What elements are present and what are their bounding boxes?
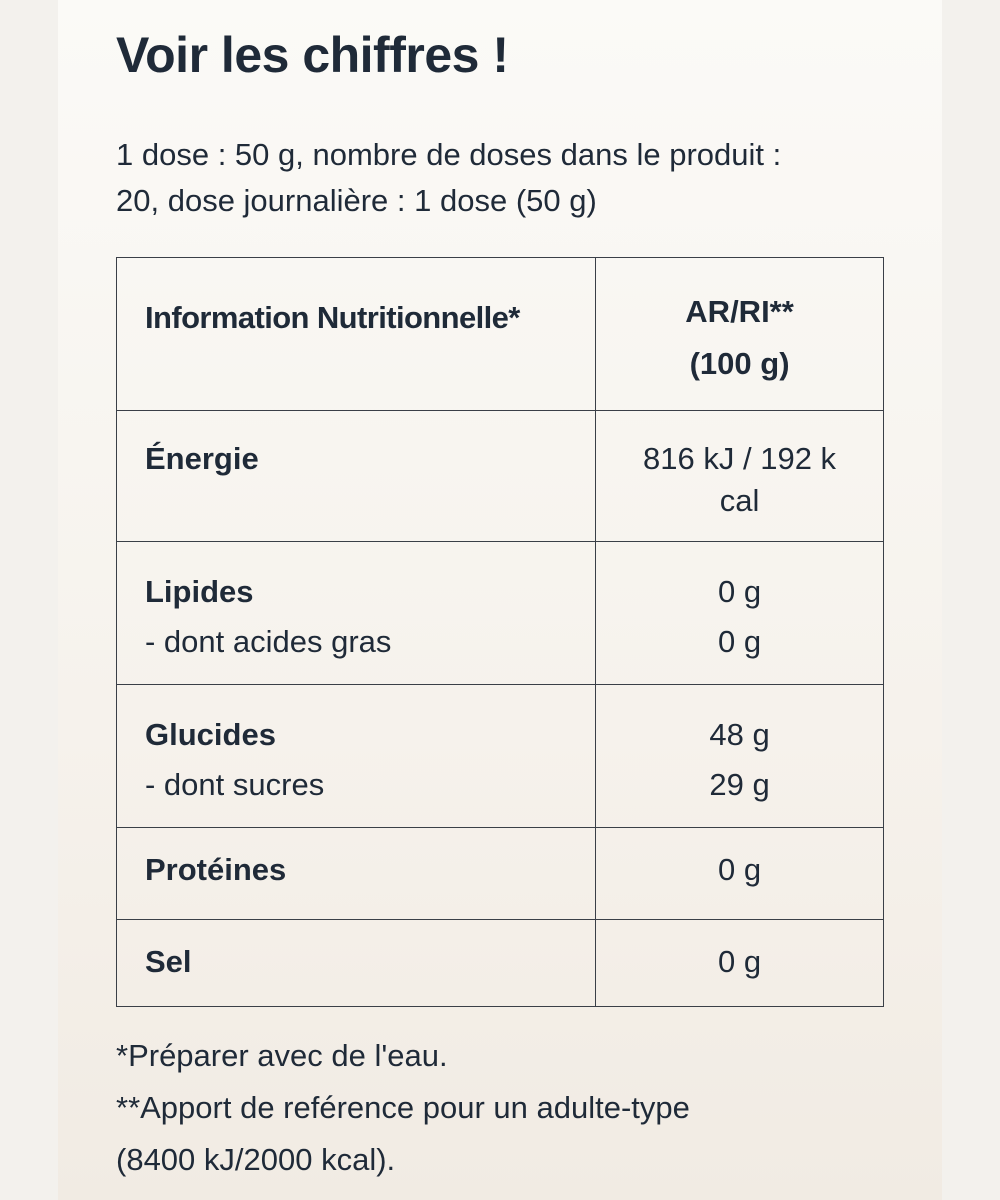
label-sucres: - dont sucres: [145, 767, 325, 802]
row-value: [596, 685, 884, 828]
value-acides-gras: 0 g: [718, 624, 762, 659]
footnote-reference-line-2: (8400 kJ/2000 kcal).: [116, 1142, 396, 1177]
table-row-glucides: [117, 685, 884, 828]
dose-info: [116, 132, 936, 224]
nutrition-panel: [58, 0, 942, 1200]
label-proteines: Protéines: [145, 852, 287, 887]
row-value: [596, 828, 884, 920]
footnote-preparation: *Préparer avec de l'eau.: [116, 1038, 448, 1073]
value-lipides: 0 g: [718, 574, 762, 609]
row-label: [117, 411, 596, 542]
value-proteines: 0 g: [718, 852, 762, 887]
header-reference-intake: [596, 258, 884, 411]
header-per-100g: (100 g): [689, 346, 790, 381]
dose-info-line-1: 1 dose : 50 g, nombre de doses dans le produit :: [116, 137, 782, 172]
header-nutrition-info: Information Nutritionnelle*: [117, 258, 596, 411]
nutrition-table: [116, 257, 884, 1007]
label-energie: Énergie: [145, 441, 259, 476]
table-row-energie: [117, 411, 884, 542]
row-label: [117, 920, 596, 1007]
label-glucides: Glucides: [145, 717, 276, 752]
row-label: [117, 685, 596, 828]
label-sel: Sel: [145, 944, 192, 979]
footnotes: [116, 1030, 936, 1186]
table-header-row: [117, 258, 884, 411]
row-value: [596, 411, 884, 542]
value-sel: 0 g: [718, 944, 762, 979]
value-energie-line-1: 816 kJ / 192 k: [643, 441, 837, 476]
page-title: Voir les chiffres !: [116, 27, 509, 83]
row-value: [596, 542, 884, 685]
row-value: [596, 920, 884, 1007]
header-ar-ri: AR/RI**: [685, 294, 794, 329]
footnote-reference-line-1: **Apport de reférence pour un adulte-type: [116, 1090, 690, 1125]
table-row-sel: [117, 920, 884, 1007]
table-row-proteines: [117, 828, 884, 920]
value-sucres: 29 g: [709, 767, 770, 802]
dose-info-line-2: 20, dose journalière : 1 dose (50 g): [116, 183, 597, 218]
value-glucides: 48 g: [709, 717, 770, 752]
label-lipides: Lipides: [145, 574, 254, 609]
table-row-lipides: [117, 542, 884, 685]
row-label: [117, 828, 596, 920]
value-energie-line-2: cal: [719, 483, 760, 518]
label-acides-gras: - dont acides gras: [145, 624, 392, 659]
row-label: [117, 542, 596, 685]
